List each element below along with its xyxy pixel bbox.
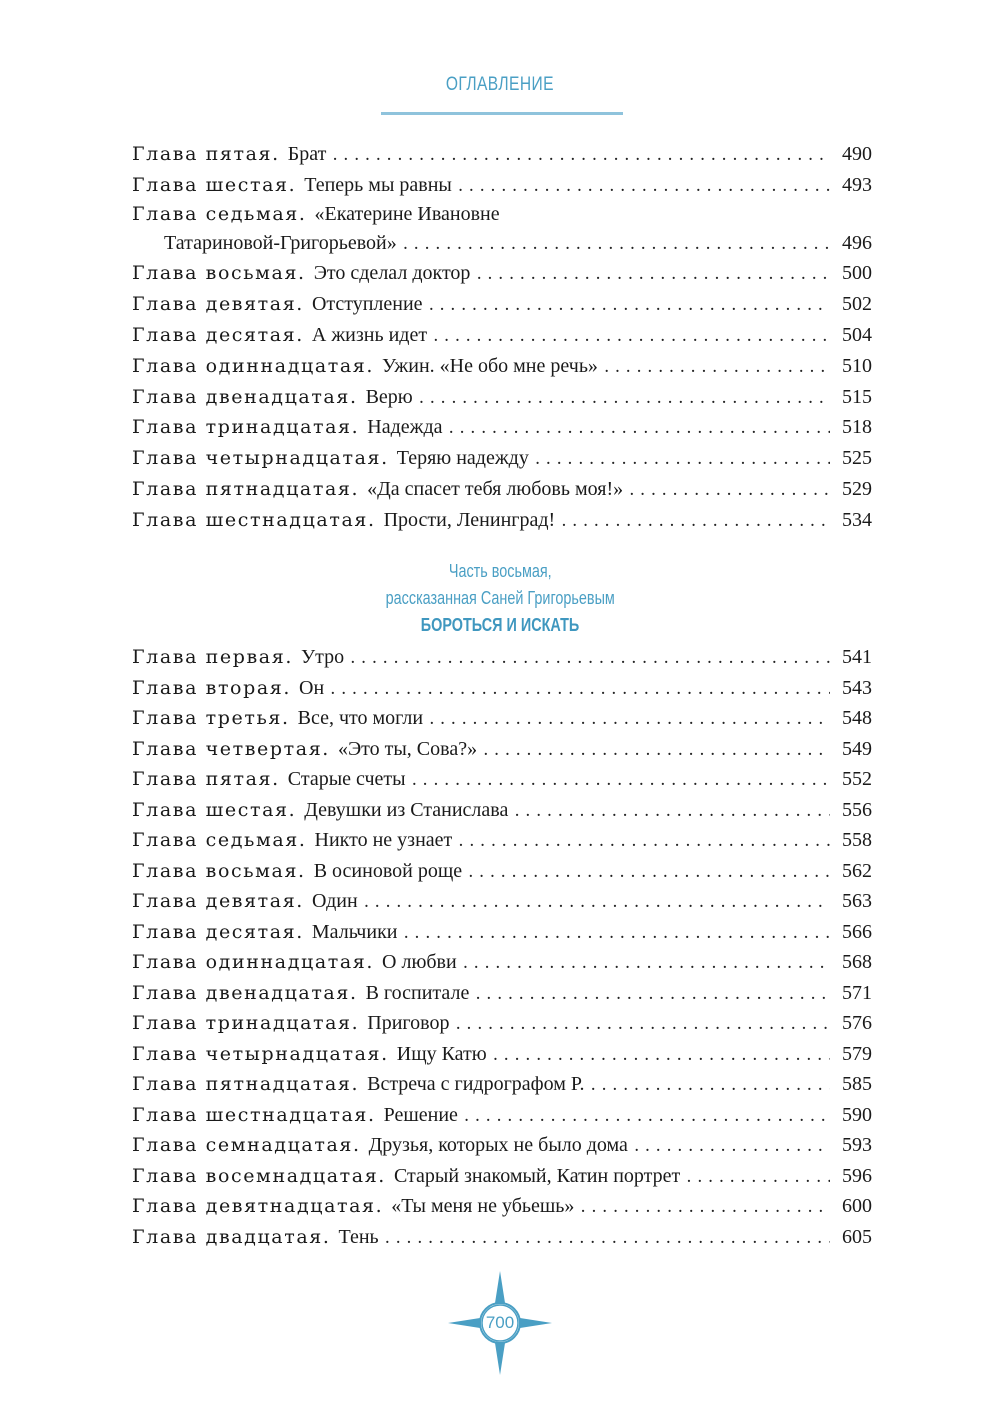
chapter-page: 549 [842,737,872,760]
chapter-title: Старые счеты [287,768,406,790]
toc-entry [132,1130,872,1161]
toc-entry [132,412,872,443]
toc-entry [132,795,872,826]
chapter-page: 548 [842,707,872,729]
chapter-title: «Да спасет тебя любовь моя!» [367,477,624,500]
chapter-page: 600 [842,1195,872,1217]
chapter-title: «Ты меня не убьешь» [391,1195,575,1217]
chapter-page: 525 [842,447,872,470]
leader-dots [332,140,830,171]
leader-dots [493,1040,830,1071]
toc-entry [132,1008,872,1039]
toc-entry [132,1069,872,1100]
leader-dots [514,796,830,827]
chapter-label: Глава восьмая. [132,859,306,882]
chapter-title: Старый знакомый, Катин портрет [393,1164,681,1187]
chapter-title: О любви [382,951,457,973]
chapter-page: 579 [842,1042,872,1065]
leader-dots [404,918,831,949]
chapter-label: Глава седьмая. [132,829,307,851]
chapter-title: Утро [300,646,345,668]
chapter-label: Глава пятая. [132,143,280,165]
chapter-label: Глава десятая. [132,920,304,943]
chapter-label: Глава седьмая. [132,202,307,225]
leader-dots [468,857,830,888]
chapter-page: 566 [842,920,872,943]
chapter-title: Теперь мы равны [304,173,452,196]
chapter-label: Глава тринадцатая. [132,416,360,439]
chapter-title: Это сделал доктор [313,262,471,285]
chapter-label: Глава пятнадцатая. [132,477,360,500]
chapter-label: Глава девятая. [132,890,304,912]
toc-entry [132,886,872,917]
page-header [0,74,1000,96]
chapter-page: 558 [842,829,872,851]
part-heading [0,558,1000,639]
chapter-page: 556 [842,798,872,821]
toc-entry [132,978,872,1009]
chapter-title: В осиновой роще [313,859,463,882]
part-number: Часть восьмая, [448,561,552,581]
chapter-label: Глава двадцатая. [132,1225,331,1248]
leader-dots [463,948,830,979]
chapter-title: Никто не узнает [314,829,453,851]
leader-dots [604,352,830,383]
chapter-title: Девушки из Станислава [304,798,509,821]
header-divider [381,112,623,115]
chapter-page: 563 [842,890,872,912]
leader-dots [429,290,830,321]
chapter-label: Глава четырнадцатая. [132,1042,389,1065]
chapter-label: Глава шестая. [132,173,297,196]
toc-entry [132,825,872,856]
leader-dots [419,383,830,414]
chapter-title: Брат [287,143,327,165]
chapter-title: Верю [365,385,413,408]
toc-entry [132,289,872,320]
chapter-title: Он [299,676,325,699]
chapter-title: «Это ты, Сова?» [337,737,478,760]
chapter-title: Друзья, которых не было дома [368,1134,628,1156]
chapter-label: Глава восьмая. [132,262,306,285]
chapter-page: 541 [842,646,872,668]
chapter-page: 562 [842,859,872,882]
chapter-page: 534 [842,508,872,531]
toc-entry [132,764,872,795]
leader-dots [476,259,830,290]
chapter-label: Глава четвертая. [132,737,330,760]
chapter-title: Все, что могли [297,707,424,729]
chapter-page: 543 [842,676,872,699]
toc-entry [132,139,872,170]
chapter-page: 518 [842,416,872,439]
chapter-label: Глава первая. [132,646,293,668]
toc-entry [132,947,872,978]
leader-dots [429,704,830,735]
toc-entry [132,917,872,948]
chapter-page: 515 [842,385,872,408]
leader-dots [580,1192,830,1223]
leader-dots [449,413,830,444]
chapter-label: Глава двенадцатая. [132,981,358,1004]
chapter-page: 552 [842,768,872,790]
chapter-label: Глава вторая. [132,676,292,699]
chapter-label: Глава пятнадцатая. [132,1073,360,1095]
part-narrator: рассказанная Саней Григорьевым [385,588,615,608]
toc-entry [132,673,872,704]
leader-dots [591,1070,830,1101]
page-number: 700 [485,1313,515,1332]
chapter-page: 593 [842,1134,872,1156]
toc-list-part7 [132,139,872,536]
chapter-page: 500 [842,262,872,285]
toc-entry-continuation [132,228,872,259]
leader-dots [458,826,830,857]
chapter-label: Глава четырнадцатая. [132,447,389,470]
toc-entry [132,170,872,201]
chapter-label: Глава десятая. [132,323,304,346]
chapter-page: 585 [842,1073,872,1095]
toc-list-part8 [132,642,872,1252]
leader-dots [634,1131,830,1162]
chapter-label: Глава семнадцатая. [132,1134,361,1156]
leader-dots [561,506,830,537]
chapter-label: Глава шестая. [132,798,297,821]
chapter-page: 496 [842,231,872,254]
leader-dots [455,1009,830,1040]
chapter-label: Глава шестнадцатая. [132,1103,376,1126]
chapter-page: 568 [842,951,872,973]
chapter-label: Глава девятая. [132,293,304,316]
toc-entry [132,258,872,289]
chapter-page: 529 [842,477,872,500]
chapter-page: 504 [842,323,872,346]
toc-entry [132,856,872,887]
leader-dots [458,171,830,202]
toc-entry [132,1039,872,1070]
chapter-title: Мальчики [311,920,398,943]
leader-dots [364,887,830,918]
chapter-page: 493 [842,173,872,196]
leader-dots [433,321,830,352]
chapter-page: 605 [842,1225,872,1248]
chapter-label: Глава одиннадцатая. [132,951,375,973]
leader-dots [686,1162,830,1193]
leader-dots [483,735,830,766]
toc-entry [132,201,872,228]
chapter-title: «Екатерине Ивановне [314,202,500,225]
leader-dots [350,643,830,674]
chapter-title: Приговор [367,1012,450,1034]
toc-entry [132,474,872,505]
chapter-label: Глава девятнадцатая. [132,1195,384,1217]
chapter-title: Отступление [311,293,423,316]
chapter-title: Тень [338,1225,379,1248]
chapter-title: Теряю надежду [396,447,529,470]
chapter-page: 596 [842,1164,872,1187]
toc-entry [132,505,872,536]
chapter-page: 590 [842,1103,872,1126]
chapter-title-continuation: Татариновой-Григорьевой» [164,231,397,254]
leader-dots [330,674,830,705]
leader-dots [385,1223,830,1254]
chapter-page: 510 [842,354,872,377]
chapter-title: Решение [383,1103,458,1126]
toc-entry [132,642,872,673]
toc-entry [132,320,872,351]
toc-entry [132,1191,872,1222]
leader-dots [412,765,830,796]
chapter-label: Глава одиннадцатая. [132,354,375,377]
part-title: БОРОТЬСЯ И ИСКАТЬ [420,615,580,635]
toc-entry [132,443,872,474]
chapter-title: Один [311,890,358,912]
chapter-page: 571 [842,981,872,1004]
chapter-page: 576 [842,1012,872,1034]
chapter-page: 502 [842,293,872,316]
toc-entry [132,1222,872,1253]
chapter-label: Глава пятая. [132,768,280,790]
leader-dots [403,229,830,260]
toc-entry [132,382,872,413]
chapter-label: Глава восемнадцатая. [132,1164,386,1187]
chapter-title: Прости, Ленинград! [383,508,556,531]
toc-entry [132,1161,872,1192]
leader-dots [475,979,830,1010]
leader-dots [629,475,830,506]
chapter-page: 490 [842,143,872,165]
chapter-title: А жизнь идет [311,323,428,346]
chapter-title: Ужин. «Не обо мне речь» [382,354,598,377]
leader-dots [535,444,830,475]
leader-dots [464,1101,830,1132]
chapter-title: Встреча с гидрографом Р. [367,1073,585,1095]
toc-entry [132,734,872,765]
toc-heading: ОГЛАВЛЕНИЕ [445,74,555,95]
chapter-label: Глава шестнадцатая. [132,508,376,531]
toc-entry [132,351,872,382]
toc-entry [132,1100,872,1131]
chapter-title: Надежда [367,416,443,439]
chapter-label: Глава третья. [132,707,290,729]
chapter-title: В госпитале [365,981,470,1004]
chapter-title: Ищу Катю [396,1042,487,1065]
chapter-label: Глава двенадцатая. [132,385,358,408]
toc-entry [132,703,872,734]
chapter-label: Глава тринадцатая. [132,1012,360,1034]
